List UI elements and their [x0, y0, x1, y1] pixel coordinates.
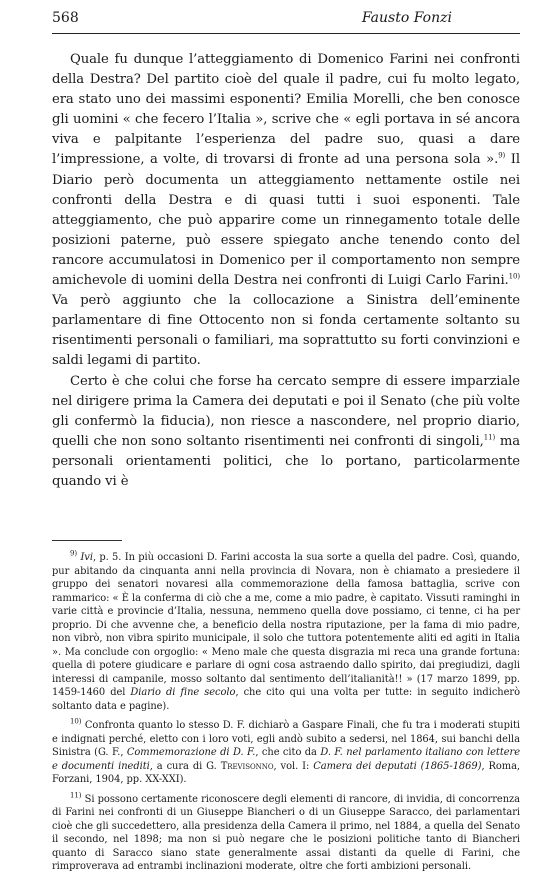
paragraph-1-text-b: Il Diario però documenta un atteggiamento nettamente ostile nei confronti della Destra e di quasi tutti i suoi esponenti. Tale atteggiamento, che può apparire come un rinnegamento totale delle posizioni paterne, può essere spiegato anche tenendo conto del rancore accumulatosi in Domenico per il comportamento non sempre amichevole di uomini della Destra nei confronti di Luigi Carlo Farini.: [52, 152, 520, 289]
footnote-10-number: 10): [70, 717, 82, 726]
paragraph-1-text-a: Quale fu dunque l’atteggiamento di Domenico Farini nei confronti della Destra? Del partito cioè del quale il padre, cui fu molto legato, era stato uno dei massimi esponenti? Emilia Morelli, che ben conosce gli uomini « che fecero l’Italia », scrive che « egli portava in sé ancora viva e palpitante l’esperienza del padre suo, quasi a dare l’impressione, a volte, di trovarsi di fronte ad una persona sola ».: [52, 52, 520, 168]
page: [52, 10, 520, 874]
footnote-11-text: Si possono certamente riconoscere degli elementi di rancore, di invidia, di concorrenza di Farini nei confronti di un Giuseppe Biancheri o di un Giuseppe Saracco, dei parlamentari cioè che gli succedettero, alla presidenza della Camera il primo, nel 1884, a quella del Senato il secondo, nel 1898; ma non si può negare che le posizioni politiche tanto di Biancheri quanto di Saracco siano state generalmente assai distanti da quelle di Farini, che rimproverava ad entrambi inclinazioni moderate, oltre che forti ambizioni personali.: [52, 793, 520, 873]
footnote-10-text-e: , Roma, Forzani, 1904, pp. XX-XXI).: [52, 760, 521, 786]
footnote-10-text-b: , che cito da: [255, 747, 321, 759]
footnote-10-text-c: , a cura di G.: [149, 760, 221, 772]
footnote-9-text-a: , p. 5. In più occasioni D. Farini accosta la sua sorte a quella del padre. Così, quando, pur abitando da cinquanta anni nella provincia di Novara, non è chiamato a presiedere il gruppo dei senatori novaresi alla commemorazione della famosa battaglia, scrive con rammarico: « È la conferma di ciò che a me, come a mio padre, è capitato. Vissuti raminghi in varie città e provincie d’Italia, nessuna, nemmeno quella dove possiamo, ci tenne, ci ha per proprio. Di che avvenne che, a beneficio della nostra riputazione, per la fama di mio padre, non vibrò, non vibra spirito municipale, il solo che tuttora potentemente aliti ed agiti in Italia ». Ma conclude con orgoglio: « Meno male che questa disgrazia mi reca una grande fortuna: quella di potere giudicare e parlare di ogni cosa astraendo dallo spirito, dai pregiudizi, dagli interessi di campanile, mosso soltanto dal sentimento dell’italianità!! » (17 marzo 1899, pp. 1459-1460 del: [52, 552, 520, 699]
main-text: [52, 50, 520, 492]
footnote-9-diario-title: Diario di fine secolo: [130, 687, 236, 699]
footnote-ref-9[interactable]: 9): [498, 152, 506, 161]
running-title: Fausto Fonzi: [361, 10, 452, 26]
page-number: 568: [52, 10, 79, 26]
footnote-10-book-title: D. F. nel parlamento italiano con lettere e documenti inediti: [52, 747, 520, 772]
paragraph-2-text-a: Certo è che colui che forse ha cercato sempre di essere imparziale nel dirigere prima la Camera dei deputati e poi il Senato (che più volte gli confermò la fiducia), non riesce a nascondere, nel proprio diario, quelli che non sono soltanto risentimenti nei confronti di singoli,: [52, 373, 520, 449]
footnote-separator: [52, 540, 122, 541]
footnote-10-editor: Trevisonno: [220, 760, 274, 772]
footnote-9-number: 9): [70, 549, 78, 558]
footnote-10: [52, 719, 520, 787]
page-header: [52, 10, 520, 34]
footnote-10-text-d: , vol. I:: [273, 760, 314, 772]
paragraph-2-text-b: ma personali orientamenti politici, che lo portano, particolarmente quando vi è: [52, 433, 521, 489]
footnote-9: [52, 551, 520, 713]
footnote-9-ivi: Ivi: [80, 552, 93, 564]
footnote-ref-10[interactable]: 10): [508, 272, 520, 281]
footnotes: [52, 551, 520, 874]
footnote-9-text-b: , che cito qui una volta per tutte: in seguito indicherò soltanto data e pagine).: [52, 687, 520, 712]
paragraph-2: [52, 372, 520, 493]
footnote-11: [52, 793, 520, 874]
paragraph-1: [52, 50, 520, 372]
footnote-10-text-a: Confronta quanto lo stesso D. F. dichiarò a Gaspare Finali, che fu tra i moderati stupiti e indignati perché, eletto con i loro voti, egli andò subito a sedersi, nel 1864, sui banchi della Sinistra (G. F.,: [52, 720, 520, 759]
paragraph-1-text-c: Va però aggiunto che la collocazione a Sinistra dell’eminente parlamentare di fine Ottocento non si fonda certamente soltanto su risentimenti personali o familiari, ma soprattutto su forti convinzioni e saldi legami di partito.: [52, 293, 520, 369]
footnote-11-number: 11): [70, 791, 82, 800]
footnote-10-commemorazione-title: Commemorazione di D. F.: [126, 747, 256, 759]
footnote-10-volume-title: Camera dei deputati (1865-1869): [313, 760, 482, 772]
footnote-ref-11[interactable]: 11): [483, 433, 496, 442]
